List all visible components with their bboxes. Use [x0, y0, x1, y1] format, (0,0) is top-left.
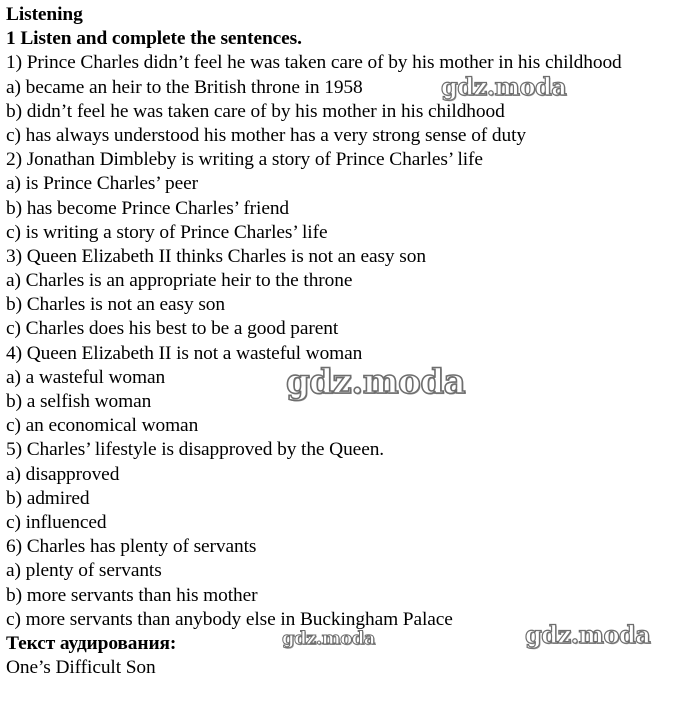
watermark-logo: gdz.moda — [441, 72, 567, 101]
answer-option: a) became an heir to the British throne in 1958 — [6, 76, 363, 98]
watermark-logo: gdz.moda — [286, 362, 466, 402]
answer-option: b) has become Prince Charles’ friend — [6, 197, 290, 219]
answer-option: c) is writing a story of Prince Charles’ life — [6, 221, 328, 243]
answer-option: a) Charles is an appropriate heir to the throne — [6, 270, 353, 292]
completed-sentence: 3) Queen Elizabeth II thinks Charles is not an easy son — [6, 245, 426, 267]
answer-option: c) Charles does his best to be a good parent — [6, 318, 339, 340]
section-heading: Listening — [6, 4, 83, 25]
completed-sentence: 1) Prince Charles didn’t feel he was taken care of by his mother in his childhood — [6, 52, 622, 74]
answer-option: b) Charles is not an easy son — [6, 294, 225, 316]
document-body — [6, 3, 684, 680]
completed-sentence: 5) Charles’ lifestyle is disapproved by the Queen. — [6, 439, 385, 461]
answer-option: b) admired — [6, 487, 90, 509]
answer-option: c) more servants than anybody else in Buckingham Palace — [6, 608, 453, 630]
completed-sentence: 4) Queen Elizabeth II is not a wasteful woman — [6, 342, 363, 364]
watermark-logo: gdz.moda — [525, 620, 651, 649]
watermark-logo: gdz.moda — [282, 628, 375, 649]
answer-option: c) has always understood his mother has a very strong sense of duty — [6, 124, 526, 146]
answer-option: c) influenced — [6, 511, 107, 533]
completed-sentence: 6) Charles has plenty of servants — [6, 536, 257, 558]
answer-option: b) didn’t feel he was taken care of by his mother in his childhood — [6, 100, 505, 122]
answer-option: a) a wasteful woman — [6, 366, 166, 388]
answer-option: b) a selfish woman — [6, 391, 152, 412]
answer-option: c) an economical woman — [6, 415, 199, 437]
section-heading: Текст аудирования: — [6, 632, 177, 654]
completed-sentence: 2) Jonathan Dimbleby is writing a story of Prince Charles’ life — [6, 149, 483, 171]
answer-option: a) plenty of servants — [6, 560, 162, 582]
answer-option: a) is Prince Charles’ peer — [6, 173, 198, 195]
answer-option: a) disapproved — [6, 463, 120, 485]
text-title: One’s Difficult Son — [6, 657, 156, 679]
exercise-title: 1 Listen and complete the sentences. — [6, 28, 302, 50]
answer-option: b) more servants than his mother — [6, 584, 258, 606]
